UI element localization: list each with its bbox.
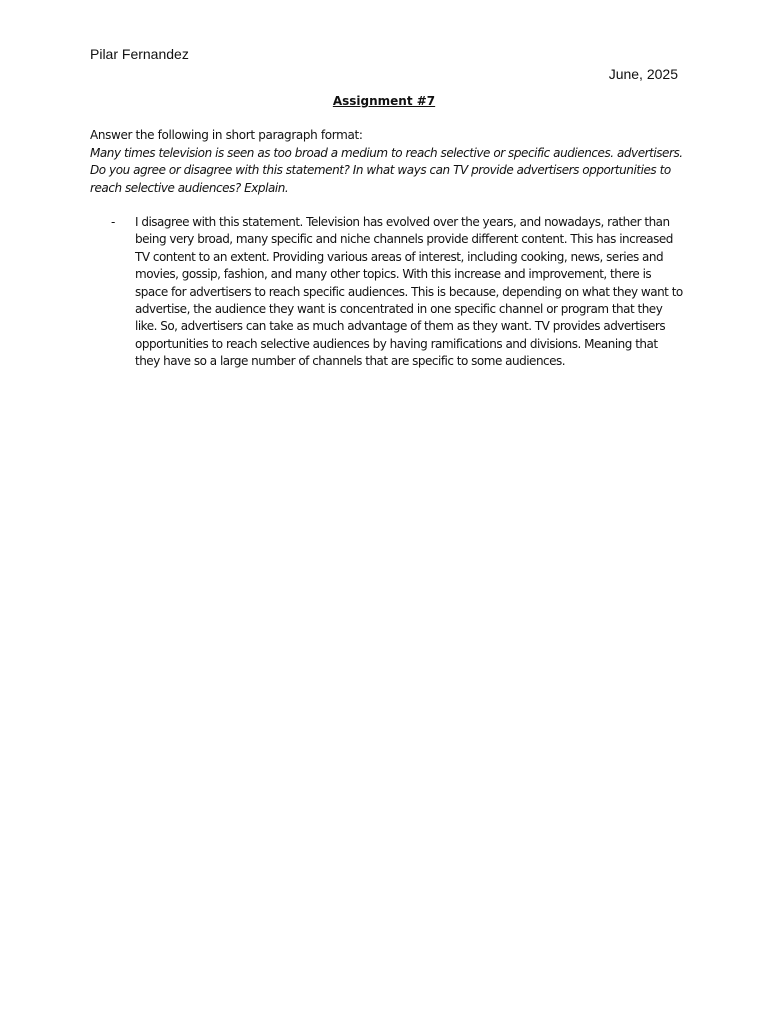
answer-bullet: - bbox=[111, 215, 116, 229]
assignment-title: Assignment #7 bbox=[332, 94, 436, 108]
document-date: June, 2025 bbox=[608, 66, 678, 82]
author-name: Pilar Fernandez bbox=[90, 46, 189, 62]
instructions-text: Answer the following in short paragraph format: bbox=[90, 128, 363, 142]
question-text: Many times television is seen as too broad a medium to reach selective or specific audiences. advertisers. Do you agree or disagree with this statement? In what ways can TV provide advertisers opportunities to reach selective audiences? Explain. bbox=[90, 146, 683, 195]
answer-paragraph: I disagree with this statement. Television has evolved over the years, and nowadays, rather than being very broad, many specific and niche channels provide different content. This has increased TV content to an extent. Providing various areas of interest, including cooking, news, series and movies, gossip, fashion, and many other topics. With this increase and improvement, there is space for advertisers to reach specific audiences. This is because, depending on what they want to advertise, the audience they want is concentrated in one specific channel or program that they like. So, advertisers can take as much advantage of them as they want. TV provides advertisers opportunities to reach selective audiences by having ramifications and divisions. Meaning that they have so a large number of channels that are specific to some audiences. bbox=[135, 215, 683, 369]
